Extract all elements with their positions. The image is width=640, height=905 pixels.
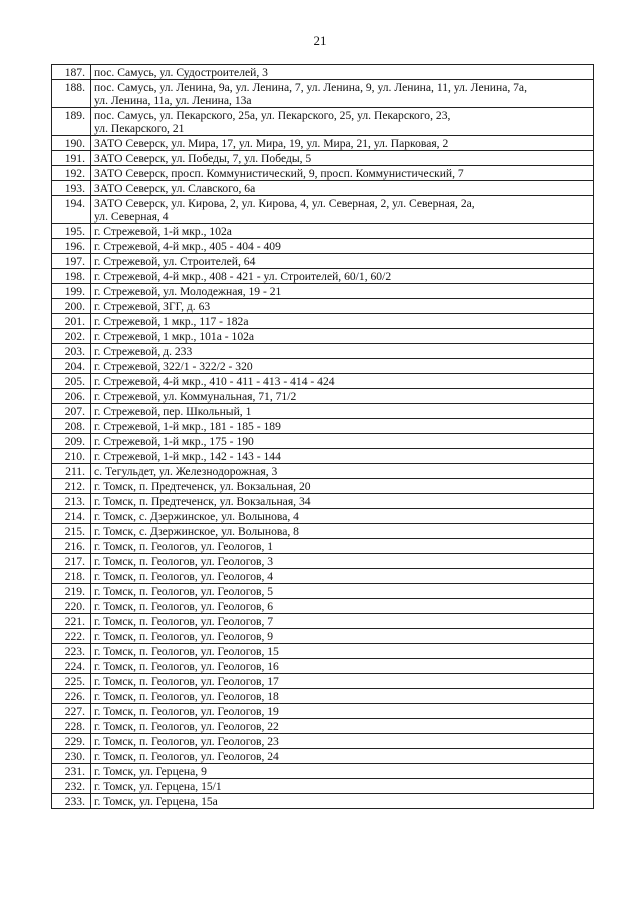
table-row [52, 584, 594, 599]
table-row [52, 509, 594, 524]
address-line: г. Томск, п. Геологов, ул. Геологов, 19 [94, 705, 279, 718]
address-line: г. Томск, ул. Герцена, 9 [94, 765, 207, 778]
table-row [52, 374, 594, 389]
address-cell [91, 196, 594, 224]
table-row [52, 359, 594, 374]
row-number: 206. [52, 389, 91, 404]
address-line: г. Томск, п. Геологов, ул. Геологов, 23 [94, 735, 279, 748]
address-cell [91, 449, 594, 464]
address-line: г. Томск, п. Геологов, ул. Геологов, 17 [94, 675, 279, 688]
table-row [52, 151, 594, 166]
address-cell [91, 509, 594, 524]
address-cell [91, 269, 594, 284]
address-cell [91, 434, 594, 449]
address-line: г. Стрежевой, ул. Коммунальная, 71, 71/2 [94, 390, 297, 403]
address-line: ЗАТО Северск, ул. Кирова, 2, ул. Кирова, 4, ул. Северная, 2, ул. Северная, 2а, [94, 197, 475, 210]
table-row [52, 449, 594, 464]
address-cell [91, 389, 594, 404]
row-number: 196. [52, 239, 91, 254]
address-line: г. Стрежевой, 4-й мкр., 410 - 411 - 413 - 414 - 424 [94, 375, 335, 388]
row-number: 203. [52, 344, 91, 359]
address-cell [91, 689, 594, 704]
address-line: г. Томск, п. Геологов, ул. Геологов, 4 [94, 570, 274, 583]
row-number: 232. [52, 779, 91, 794]
address-line: г. Томск, п. Геологов, ул. Геологов, 15 [94, 645, 279, 658]
address-cell [91, 584, 594, 599]
row-number: 191. [52, 151, 91, 166]
row-number: 231. [52, 764, 91, 779]
row-number: 208. [52, 419, 91, 434]
address-line: г. Томск, п. Геологов, ул. Геологов, 22 [94, 720, 279, 733]
row-number: 212. [52, 479, 91, 494]
table-row [52, 659, 594, 674]
address-line: г. Томск, п. Геологов, ул. Геологов, 3 [94, 555, 274, 568]
address-line: г. Томск, п. Геологов, ул. Геологов, 18 [94, 690, 279, 703]
row-number: 228. [52, 719, 91, 734]
table-row [52, 479, 594, 494]
address-cell [91, 108, 594, 136]
row-number: 201. [52, 314, 91, 329]
table-row [52, 539, 594, 554]
row-number: 222. [52, 629, 91, 644]
table-row [52, 689, 594, 704]
address-cell [91, 779, 594, 794]
row-number: 233. [52, 794, 91, 809]
address-line: ул. Пекарского, 21 [94, 122, 185, 135]
address-line: г. Стрежевой, д. 233 [94, 345, 193, 358]
address-line: г. Томск, п. Геологов, ул. Геологов, 7 [94, 615, 274, 628]
address-table-body [52, 65, 594, 809]
table-row [52, 136, 594, 151]
row-number: 205. [52, 374, 91, 389]
address-cell [91, 239, 594, 254]
row-number: 193. [52, 181, 91, 196]
row-number: 227. [52, 704, 91, 719]
address-cell [91, 166, 594, 181]
address-cell [91, 734, 594, 749]
address-line: ЗАТО Северск, ул. Славского, 6а [94, 182, 256, 195]
table-row [52, 629, 594, 644]
row-number: 229. [52, 734, 91, 749]
address-line: г. Стрежевой, 1-й мкр., 175 - 190 [94, 435, 254, 448]
address-line: г. Томск, п. Предтеченск, ул. Вокзальная, 20 [94, 480, 311, 493]
table-row [52, 239, 594, 254]
address-cell [91, 224, 594, 239]
address-line: ЗАТО Северск, ул. Мира, 17, ул. Мира, 19, ул. Мира, 21, ул. Парковая, 2 [94, 137, 449, 150]
address-cell [91, 284, 594, 299]
address-cell [91, 65, 594, 80]
address-line: г. Томск, п. Геологов, ул. Геологов, 6 [94, 600, 274, 613]
address-line: г. Стрежевой, ЗГГ, д. 63 [94, 300, 211, 313]
address-line: г. Стрежевой, ул. Строителей, 64 [94, 255, 256, 268]
table-row [52, 794, 594, 809]
table-row [52, 674, 594, 689]
address-line: пос. Самусь, ул. Пекарского, 25а, ул. Пекарского, 25, ул. Пекарского, 23, [94, 109, 451, 122]
address-cell [91, 794, 594, 809]
address-cell [91, 644, 594, 659]
address-line: г. Томск, с. Дзержинское, ул. Волынова, 8 [94, 525, 299, 538]
address-cell [91, 359, 594, 374]
address-line: г. Стрежевой, 1-й мкр., 102а [94, 225, 232, 238]
address-cell [91, 554, 594, 569]
table-row [52, 404, 594, 419]
row-number: 211. [52, 464, 91, 479]
address-line: г. Стрежевой, 4-й мкр., 405 - 404 - 409 [94, 240, 281, 253]
address-cell [91, 374, 594, 389]
address-cell [91, 299, 594, 314]
table-row [52, 434, 594, 449]
address-line: г. Томск, п. Предтеченск, ул. Вокзальная, 34 [94, 495, 311, 508]
address-line: г. Томск, п. Геологов, ул. Геологов, 24 [94, 750, 279, 763]
address-line: г. Томск, с. Дзержинское, ул. Волынова, 4 [94, 510, 299, 523]
row-number: 216. [52, 539, 91, 554]
row-number: 223. [52, 644, 91, 659]
address-line: ЗАТО Северск, просп. Коммунистический, 9, просп. Коммунистический, 7 [94, 167, 464, 180]
address-cell [91, 136, 594, 151]
address-line: ул. Ленина, 11а, ул. Ленина, 13а [94, 94, 252, 107]
row-number: 213. [52, 494, 91, 509]
table-row [52, 299, 594, 314]
address-line: ул. Северная, 4 [94, 210, 169, 223]
address-cell [91, 614, 594, 629]
table-row [52, 764, 594, 779]
address-line: г. Томск, п. Геологов, ул. Геологов, 1 [94, 540, 274, 553]
row-number: 217. [52, 554, 91, 569]
row-number: 218. [52, 569, 91, 584]
row-number: 214. [52, 509, 91, 524]
address-cell [91, 674, 594, 689]
address-cell [91, 314, 594, 329]
table-row [52, 181, 594, 196]
row-number: 230. [52, 749, 91, 764]
table-row [52, 719, 594, 734]
table-row [52, 704, 594, 719]
table-row [52, 224, 594, 239]
row-number: 220. [52, 599, 91, 614]
address-cell [91, 659, 594, 674]
address-line: г. Томск, п. Геологов, ул. Геологов, 16 [94, 660, 279, 673]
address-line: ЗАТО Северск, ул. Победы, 7, ул. Победы, 5 [94, 152, 312, 165]
row-number: 221. [52, 614, 91, 629]
row-number: 199. [52, 284, 91, 299]
address-line: г. Стрежевой, 1-й мкр., 142 - 143 - 144 [94, 450, 281, 463]
row-number: 189. [52, 108, 91, 136]
table-row [52, 284, 594, 299]
address-line: г. Томск, ул. Герцена, 15а [94, 795, 218, 808]
address-line: г. Стрежевой, 322/1 - 322/2 - 320 [94, 360, 253, 373]
address-cell [91, 524, 594, 539]
row-number: 225. [52, 674, 91, 689]
address-cell [91, 419, 594, 434]
row-number: 188. [52, 80, 91, 108]
row-number: 197. [52, 254, 91, 269]
address-line: г. Стрежевой, 1 мкр., 117 - 182а [94, 315, 249, 328]
table-row [52, 554, 594, 569]
address-cell [91, 80, 594, 108]
address-cell [91, 764, 594, 779]
table-row [52, 749, 594, 764]
table-row [52, 734, 594, 749]
row-number: 207. [52, 404, 91, 419]
address-cell [91, 329, 594, 344]
table-row [52, 329, 594, 344]
row-number: 204. [52, 359, 91, 374]
address-cell [91, 569, 594, 584]
address-cell [91, 404, 594, 419]
table-row [52, 614, 594, 629]
table-row [52, 419, 594, 434]
address-line: г. Стрежевой, 1 мкр., 101а - 102а [94, 330, 255, 343]
table-row [52, 196, 594, 224]
address-cell [91, 254, 594, 269]
row-number: 190. [52, 136, 91, 151]
address-cell [91, 479, 594, 494]
row-number: 209. [52, 434, 91, 449]
address-cell [91, 629, 594, 644]
address-cell [91, 151, 594, 166]
table-row [52, 166, 594, 181]
address-line: г. Томск, п. Геологов, ул. Геологов, 9 [94, 630, 274, 643]
table-row [52, 644, 594, 659]
row-number: 194. [52, 196, 91, 224]
row-number: 192. [52, 166, 91, 181]
table-row [52, 80, 594, 108]
address-cell [91, 719, 594, 734]
address-line: пос. Самусь, ул. Ленина, 9а, ул. Ленина, 7, ул. Ленина, 9, ул. Ленина, 11, ул. Ленина, 7а, [94, 81, 527, 94]
address-line: г. Стрежевой, 1-й мкр., 181 - 185 - 189 [94, 420, 281, 433]
address-cell [91, 344, 594, 359]
table-row [52, 569, 594, 584]
address-line: с. Тегульдет, ул. Железнодорожная, 3 [94, 465, 278, 478]
row-number: 187. [52, 65, 91, 80]
table-row [52, 779, 594, 794]
address-line: г. Стрежевой, 4-й мкр., 408 - 421 - ул. Строителей, 60/1, 60/2 [94, 270, 392, 283]
address-cell [91, 181, 594, 196]
page-number: 21 [313, 33, 327, 48]
row-number: 200. [52, 299, 91, 314]
row-number: 210. [52, 449, 91, 464]
address-line: г. Стрежевой, пер. Школьный, 1 [94, 405, 252, 418]
table-row [52, 599, 594, 614]
address-cell [91, 539, 594, 554]
address-line: пос. Самусь, ул. Судостроителей, 3 [94, 66, 268, 79]
address-table [51, 64, 594, 809]
row-number: 224. [52, 659, 91, 674]
row-number: 219. [52, 584, 91, 599]
address-line: г. Стрежевой, ул. Молодежная, 19 - 21 [94, 285, 282, 298]
address-cell [91, 749, 594, 764]
table-row [52, 269, 594, 284]
address-cell [91, 599, 594, 614]
row-number: 202. [52, 329, 91, 344]
table-row [52, 254, 594, 269]
address-line: г. Томск, п. Геологов, ул. Геологов, 5 [94, 585, 274, 598]
table-row [52, 344, 594, 359]
address-line: г. Томск, ул. Герцена, 15/1 [94, 780, 222, 793]
table-row [52, 389, 594, 404]
address-cell [91, 464, 594, 479]
address-cell [91, 704, 594, 719]
row-number: 215. [52, 524, 91, 539]
row-number: 198. [52, 269, 91, 284]
table-row [52, 65, 594, 80]
address-cell [91, 494, 594, 509]
row-number: 195. [52, 224, 91, 239]
table-row [52, 464, 594, 479]
table-row [52, 108, 594, 136]
table-row [52, 314, 594, 329]
table-row [52, 524, 594, 539]
table-row [52, 494, 594, 509]
row-number: 226. [52, 689, 91, 704]
